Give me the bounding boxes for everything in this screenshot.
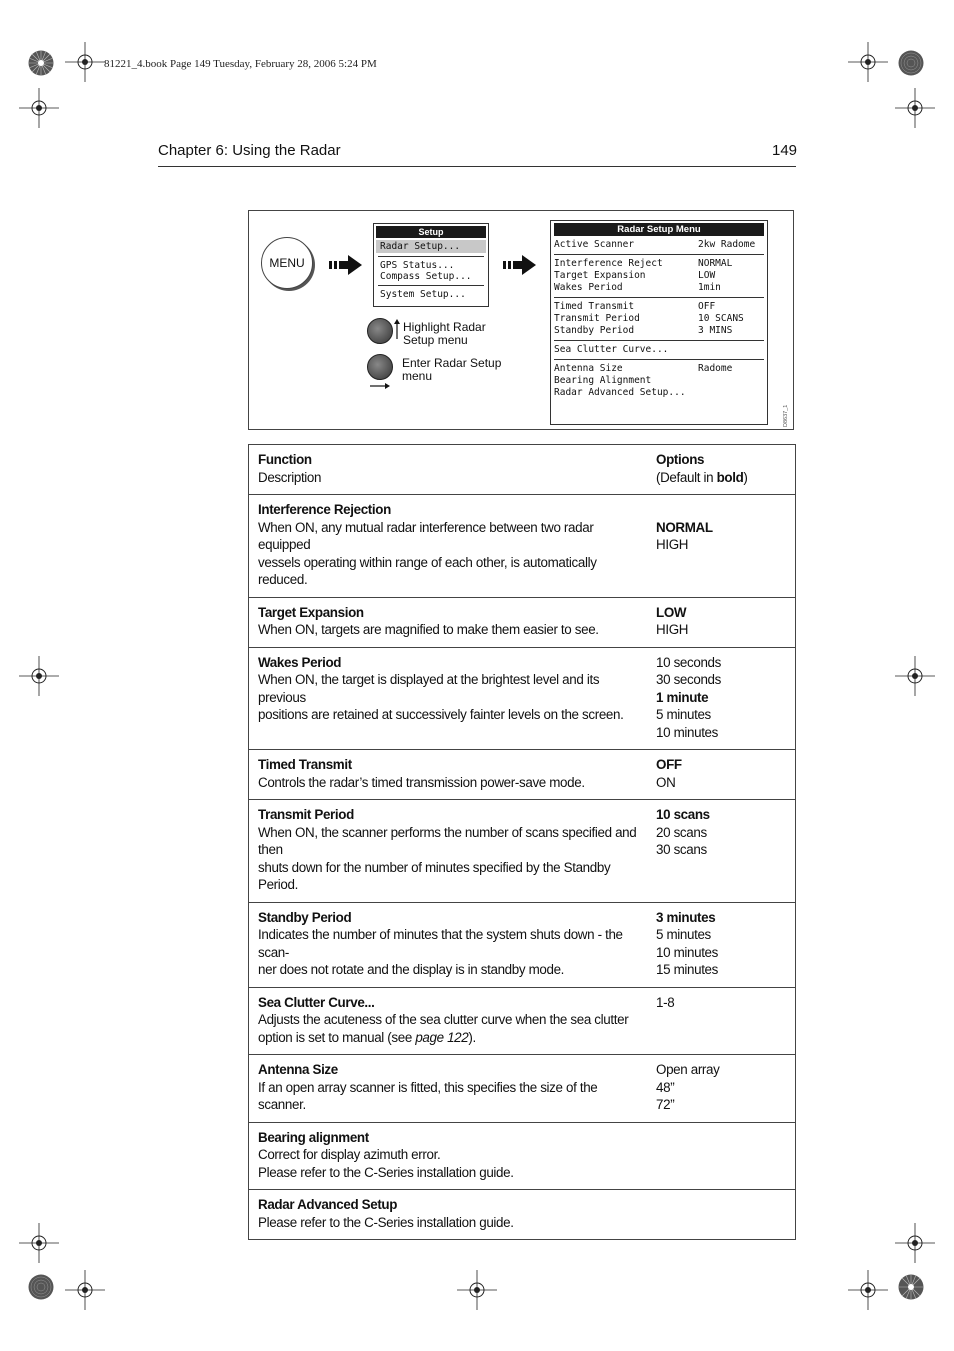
- option-value: 30 seconds: [656, 672, 721, 687]
- setup-menu-item-radar-setup[interactable]: Radar Setup...: [376, 240, 486, 253]
- description-text: When ON, targets are magnified to make them easier to see.: [258, 622, 599, 637]
- arrow-up-icon: [393, 319, 401, 344]
- menu-key: Standby Period: [554, 325, 635, 336]
- setup-menu-item-system-setup[interactable]: System Setup...: [380, 289, 466, 300]
- option-default: LOW: [656, 604, 687, 620]
- description-cell: [249, 1055, 648, 1123]
- menu-row-timed-transmit[interactable]: [554, 301, 764, 313]
- description-line: [258, 926, 639, 961]
- table-row: [249, 987, 796, 1055]
- option-value: 1-8: [656, 994, 675, 1010]
- description-line: [258, 671, 639, 706]
- crop-mark-icon: [848, 1270, 888, 1310]
- hint-line: Setup menu: [403, 333, 468, 347]
- table-row: [249, 647, 796, 750]
- menu-key: Target Expansion: [554, 270, 646, 281]
- description-line: [258, 1146, 639, 1164]
- arrow-right-icon: [503, 254, 537, 276]
- description-cell: [249, 1190, 648, 1240]
- crop-mark-icon: [19, 88, 59, 128]
- option-value: 10 minutes: [656, 944, 719, 960]
- function-name: Standby Period: [258, 909, 352, 925]
- description-line: [258, 519, 639, 554]
- setup-menu-item-gps-status[interactable]: GPS Status...: [380, 260, 455, 271]
- menu-key: Active Scanner: [554, 239, 635, 250]
- joystick-icon: [367, 318, 393, 344]
- description-line: [258, 774, 639, 792]
- description-cell: [249, 1122, 648, 1190]
- description-text: Please refer to the C-Series installation guide.: [258, 1214, 514, 1230]
- description-cell: [249, 495, 648, 598]
- table-row: [249, 1055, 796, 1123]
- radar-setup-figure: [248, 210, 794, 430]
- option-value: 5 minutes: [656, 927, 711, 942]
- description-text: Adjusts the acuteness of the sea clutter curve when the sea clutter: [258, 1012, 629, 1027]
- description-text: vessels operating within range of each other, is automatically reduced.: [258, 554, 597, 587]
- header-description: Description: [258, 469, 322, 485]
- menu-key: Sea Clutter Curve...: [554, 344, 669, 355]
- description-line: [258, 1214, 639, 1232]
- crop-mark-icon: [19, 1223, 59, 1263]
- options-cell: [647, 597, 796, 647]
- option-value: 48”: [656, 1079, 675, 1095]
- description-line: [258, 1164, 639, 1182]
- description-line: [258, 554, 639, 589]
- table-row: [249, 800, 796, 903]
- page-reference-link[interactable]: page 122: [415, 1029, 469, 1045]
- radar-setup-function-table: [248, 444, 796, 1240]
- function-name: Antenna Size: [258, 1062, 338, 1077]
- table-body: [249, 495, 796, 1240]
- crop-mark-icon: [457, 1270, 497, 1310]
- crop-mark-icon: [65, 1270, 105, 1310]
- registration-sunburst-icon: [28, 1274, 54, 1300]
- table-header-row: [249, 445, 796, 495]
- hint-highlight-radar-setup: [403, 321, 486, 347]
- option-default: OFF: [656, 757, 682, 772]
- crop-mark-icon: [895, 1223, 935, 1263]
- setup-menu-title: Setup: [376, 226, 486, 238]
- description-line: [258, 1011, 639, 1029]
- menu-row-target-expansion[interactable]: [554, 270, 764, 282]
- menu-key: Radar Advanced Setup...: [554, 387, 686, 398]
- options-cell: [647, 987, 796, 1055]
- menu-row-standby-period[interactable]: [554, 325, 764, 337]
- table-row: [249, 1190, 796, 1240]
- function-name: Interference Rejection: [258, 502, 391, 517]
- function-name: Bearing alignment: [258, 1129, 369, 1145]
- function-name: Timed Transmit: [258, 757, 352, 772]
- table-row: [249, 597, 796, 647]
- function-name: Sea Clutter Curve...: [258, 994, 375, 1010]
- hint-line: Enter Radar Setup: [402, 356, 502, 370]
- setup-menu-panel: [373, 223, 489, 307]
- menu-row-bearing-alignment[interactable]: [554, 375, 764, 387]
- options-cell: [647, 750, 796, 800]
- description-text: Correct for display azimuth error.: [258, 1147, 441, 1162]
- description-text: positions are retained at successively fainter levels on the screen.: [258, 707, 624, 722]
- menu-row-sea-clutter-curve[interactable]: [554, 344, 764, 356]
- table-row: [249, 902, 796, 987]
- function-name: Radar Advanced Setup: [258, 1197, 398, 1212]
- option-default: NORMAL: [656, 519, 713, 535]
- menu-value: 10 SCANS: [698, 313, 744, 324]
- function-name: Wakes Period: [258, 654, 342, 670]
- menu-row-wakes-period[interactable]: [554, 282, 764, 294]
- menu-key: Transmit Period: [554, 313, 640, 324]
- description-text: option is set to manual (see: [258, 1029, 416, 1045]
- description-cell: [249, 987, 648, 1055]
- hint-line: Highlight Radar: [403, 320, 486, 334]
- table-row: [249, 1122, 796, 1190]
- menu-value: LOW: [698, 270, 716, 281]
- description-cell: [249, 647, 648, 750]
- options-cell: [647, 647, 796, 750]
- options-cell: [647, 902, 796, 987]
- description-line: [258, 621, 639, 639]
- description-text: When ON, the target is displayed at the brightest level and its previous: [258, 672, 600, 705]
- hint-line: menu: [402, 369, 433, 383]
- menu-value: OFF: [698, 301, 716, 312]
- menu-button[interactable]: MENU: [261, 237, 313, 289]
- registration-sunburst-icon: [28, 50, 54, 76]
- divider: [378, 256, 484, 257]
- option-value: [656, 501, 787, 519]
- menu-key: Bearing Alignment: [554, 375, 652, 386]
- option-value: 30 scans: [656, 842, 707, 857]
- header-options: Options: [656, 452, 705, 467]
- option-value: 20 scans: [656, 824, 707, 840]
- description-text: When ON, the scanner performs the number of scans specified and then: [258, 824, 637, 857]
- description-text: If an open array scanner is fitted, this specifies the size of the scanner.: [258, 1079, 598, 1112]
- crop-mark-icon: [895, 656, 935, 696]
- options-cell: [647, 495, 796, 598]
- registration-sunburst-icon: [898, 50, 924, 76]
- description-line: [258, 859, 639, 894]
- setup-menu-item-compass-setup[interactable]: Compass Setup...: [380, 271, 472, 282]
- options-cell: [647, 1122, 796, 1190]
- menu-value: Radome: [698, 363, 733, 374]
- menu-value: 3 MINS: [698, 325, 733, 336]
- description-text: When ON, any mutual radar interference between two radar equipped: [258, 519, 594, 552]
- option-value: 10 seconds: [656, 654, 721, 670]
- default-suffix: ): [743, 469, 748, 485]
- crop-mark-icon: [895, 88, 935, 128]
- page-number: 149: [772, 142, 798, 159]
- description-line: [258, 1029, 639, 1047]
- chapter-title: Chapter 6: Using the Radar: [158, 142, 341, 159]
- radar-setup-menu-panel: [550, 220, 768, 425]
- registration-sunburst-icon: [898, 1274, 924, 1300]
- function-name: Transmit Period: [258, 807, 354, 822]
- menu-row-antenna-size[interactable]: [554, 363, 764, 375]
- menu-row-active-scanner[interactable]: [554, 239, 764, 251]
- menu-value: 2kw Radome: [698, 239, 756, 250]
- description-line: [258, 1079, 639, 1114]
- header-default-note: [656, 469, 787, 487]
- book-stamp: 81221_4.book Page 149 Tuesday, February 28, 2006 5:24 PM: [104, 58, 377, 70]
- crop-mark-icon: [65, 42, 105, 82]
- header-options-cell: [647, 445, 796, 495]
- description-text: Please refer to the C-Series installation guide.: [258, 1164, 514, 1180]
- table-row: [249, 750, 796, 800]
- description-text: shuts down for the number of minutes specified by the Standby Period.: [258, 859, 611, 892]
- header-function: Function: [258, 452, 312, 467]
- option-default: 10 scans: [656, 807, 710, 822]
- description-text: Controls the radar’s timed transmission power-save mode.: [258, 774, 585, 790]
- menu-row-interference-reject[interactable]: [554, 258, 764, 270]
- description-line: [258, 961, 639, 979]
- header-description-cell: [249, 445, 648, 495]
- menu-row-radar-advanced-setup[interactable]: [554, 387, 764, 399]
- drawing-number: D8637_1: [783, 404, 789, 427]
- option-default: 1 minute: [656, 689, 709, 705]
- description-line: [258, 706, 639, 724]
- option-value: ON: [656, 774, 676, 790]
- option-value: 72”: [656, 1097, 675, 1112]
- arrow-right-icon: [370, 377, 390, 395]
- description-line: [258, 824, 639, 859]
- option-value: 15 minutes: [656, 962, 719, 977]
- divider: [378, 285, 484, 286]
- crop-mark-icon: [19, 656, 59, 696]
- description-text: ner does not rotate and the display is in standby mode.: [258, 962, 565, 977]
- option-default: 3 minutes: [656, 909, 716, 925]
- menu-key: Timed Transmit: [554, 301, 635, 312]
- options-cell: [647, 1055, 796, 1123]
- description-cell: [249, 800, 648, 903]
- menu-row-transmit-period[interactable]: [554, 313, 764, 325]
- options-cell: [647, 800, 796, 903]
- option-value: HIGH: [656, 537, 689, 552]
- option-value: 5 minutes: [656, 707, 711, 722]
- options-cell: [647, 1190, 796, 1240]
- arrow-right-icon: [329, 254, 363, 276]
- menu-value: 1min: [698, 282, 721, 293]
- option-value: HIGH: [656, 622, 689, 637]
- default-prefix: (Default in: [656, 469, 717, 485]
- menu-value: NORMAL: [698, 258, 733, 269]
- description-cell: [249, 902, 648, 987]
- header-rule: [158, 166, 796, 167]
- hint-enter-radar-setup: [402, 357, 501, 383]
- radar-setup-menu-title: Radar Setup Menu: [554, 223, 764, 236]
- option-value: 10 minutes: [656, 724, 719, 740]
- table-row: [249, 495, 796, 598]
- menu-key: Wakes Period: [554, 282, 623, 293]
- function-name: Target Expansion: [258, 604, 364, 620]
- description-text: Indicates the number of minutes that the system shuts down - the scan-: [258, 927, 623, 960]
- menu-key: Interference Reject: [554, 258, 663, 269]
- option-value: Open array: [656, 1062, 720, 1077]
- default-bold: bold: [716, 469, 744, 485]
- crop-mark-icon: [848, 42, 888, 82]
- menu-key: Antenna Size: [554, 363, 623, 374]
- description-cell: [249, 597, 648, 647]
- description-cell: [249, 750, 648, 800]
- description-text: ).: [468, 1029, 476, 1045]
